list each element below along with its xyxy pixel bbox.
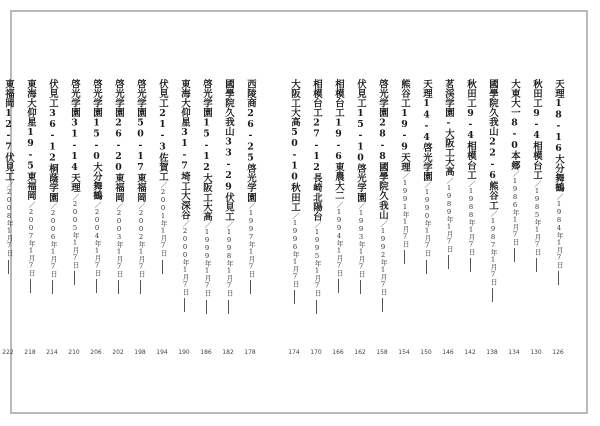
- match-date: ／2002年1月7日: [137, 202, 145, 278]
- leader-line: [470, 258, 471, 272]
- leader-line: [8, 260, 9, 274]
- match-title: 啓光学園15-12大阪工大高: [201, 79, 212, 222]
- toc-entry-2001: [157, 79, 168, 274]
- page-number: 190: [178, 349, 190, 356]
- match-date: ／1986年1月7日: [511, 170, 519, 246]
- page-number: 154: [398, 349, 410, 356]
- match-date: ／2008年1月7日: [5, 181, 13, 257]
- toc-entry-2005: [69, 79, 80, 285]
- page-number: 210: [68, 349, 80, 356]
- match-date: ／1996年1月7日: [291, 211, 299, 287]
- leader-line: [536, 258, 537, 272]
- leader-line: [338, 279, 339, 293]
- toc-entry-1988: [465, 79, 476, 272]
- page-number: 178: [244, 349, 256, 356]
- leader-line: [558, 271, 559, 285]
- toc-entry-1991: [399, 79, 410, 264]
- match-title: 國學院久我山22-6熊谷工: [487, 79, 498, 211]
- match-title: 熊谷工19-9天理: [399, 79, 410, 172]
- match-title: 伏見工15-10啓光学園: [355, 79, 366, 203]
- match-date: ／2007年1月7日: [27, 200, 35, 276]
- leader-line: [162, 260, 163, 274]
- leader-line: [206, 300, 207, 314]
- page-number: 158: [376, 349, 388, 356]
- page-number: 146: [442, 349, 454, 356]
- toc-entry-2004: [91, 79, 102, 293]
- match-date: ／1991年1月7日: [401, 171, 409, 247]
- leader-line: [382, 298, 383, 312]
- toc-entry-2003: [113, 79, 124, 294]
- page-number: 166: [332, 349, 344, 356]
- match-date: ／1998年1月7日: [225, 221, 233, 297]
- toc-entry-1993: [355, 79, 366, 294]
- match-date: ／2006年1月7日: [49, 202, 57, 278]
- toc-entry-1996: [289, 79, 300, 304]
- leader-line: [360, 280, 361, 294]
- match-title: 秋田工9-4相模台工: [465, 79, 476, 180]
- toc-entry-1990: [421, 79, 432, 274]
- toc-entry-1987: [487, 79, 498, 302]
- page-number: 150: [420, 349, 432, 356]
- page-number: 182: [222, 349, 234, 356]
- leader-line: [30, 279, 31, 293]
- leader-line: [52, 280, 53, 294]
- page-number: 206: [90, 349, 102, 356]
- match-date: ／1984年1月7日: [555, 192, 563, 268]
- match-title: 東海大仰星31-7埼工大深谷: [179, 79, 190, 220]
- toc-entry-2007: [25, 79, 36, 293]
- match-date: ／2001年1月7日: [159, 181, 167, 257]
- match-title: 秋田工9-4相模台工: [531, 79, 542, 180]
- match-title: 啓光学園15-0大分舞鶴: [91, 79, 102, 201]
- match-title: 西陵商26-25啓光学園: [245, 79, 256, 203]
- page-number: 134: [508, 349, 520, 356]
- page-number: 138: [486, 349, 498, 356]
- page-number: 194: [156, 349, 168, 356]
- leader-line: [404, 250, 405, 264]
- match-title: 相模台工19-6東農大二: [333, 79, 344, 201]
- match-date: ／2005年1月7日: [71, 192, 79, 268]
- toc-entry-1994: [333, 79, 344, 293]
- match-date: ／1992年1月7日: [379, 219, 387, 295]
- toc-entry-1992: [377, 79, 388, 312]
- page-number: 126: [552, 349, 564, 356]
- match-title: 相模台工27-12長崎北陽台: [311, 79, 322, 222]
- leader-line: [294, 290, 295, 304]
- match-date: ／1994年1月7日: [335, 200, 343, 276]
- match-title: 東海大仰星19-5東福岡: [25, 79, 36, 201]
- toc-entry-1998: [223, 79, 234, 314]
- match-title: 啓光学園31-14天理: [69, 79, 80, 193]
- leader-line: [316, 300, 317, 314]
- match-title: 天理14-4啓光学園: [421, 79, 432, 182]
- match-date: ／1999年1月7日: [203, 221, 211, 297]
- page-number: 162: [354, 349, 366, 356]
- page-number: 222: [2, 349, 14, 356]
- toc-entry-1989: [443, 79, 454, 269]
- page-number: 202: [112, 349, 124, 356]
- leader-line: [96, 279, 97, 293]
- toc-entry-2008: [3, 79, 14, 274]
- match-date: ／2000年1月7日: [181, 219, 189, 295]
- toc-entry-1986: [509, 79, 520, 262]
- match-date: ／1990年1月7日: [423, 181, 431, 257]
- match-date: ／1993年1月7日: [357, 202, 365, 278]
- match-title: 啓光学園26-20東福岡: [113, 79, 124, 203]
- leader-line: [184, 298, 185, 312]
- match-title: 大東大一8-0本郷: [509, 79, 520, 171]
- leader-line: [426, 260, 427, 274]
- match-title: 天理18-16大分舞鶴: [553, 79, 564, 193]
- toc-entry-1995: [311, 79, 322, 314]
- match-title: 伏見工36-12桐蔭学園: [47, 79, 58, 203]
- leader-line: [250, 280, 251, 294]
- page-number: 214: [46, 349, 58, 356]
- book-spread: [2, 10, 588, 414]
- leader-line: [514, 248, 515, 262]
- toc-entry-1984: [553, 79, 564, 285]
- match-date: ／1995年1月7日: [313, 221, 321, 297]
- page-number: 218: [24, 349, 36, 356]
- toc-entry-1997: [245, 79, 256, 294]
- match-title: 東福岡12-7伏見工: [3, 79, 14, 182]
- toc-entry-2000: [179, 79, 190, 312]
- leader-line: [118, 280, 119, 294]
- match-title: 啓光学園28-8國學院久我山: [377, 79, 388, 220]
- toc-entry-1999: [201, 79, 212, 314]
- leader-line: [448, 255, 449, 269]
- match-title: 茗渓学園-大阪工大高: [443, 79, 454, 177]
- page-number: 186: [200, 349, 212, 356]
- page-number: 170: [310, 349, 322, 356]
- leader-line: [228, 300, 229, 314]
- leader-line: [492, 288, 493, 302]
- leader-line: [74, 271, 75, 285]
- match-title: 啓光学園50-17東福岡: [135, 79, 146, 203]
- page-number: 198: [134, 349, 146, 356]
- match-title: 大阪工大高50-10秋田工: [289, 79, 300, 212]
- match-date: ／1997年1月7日: [247, 202, 255, 278]
- leader-line: [140, 280, 141, 294]
- match-date: ／1989年1月7日: [445, 176, 453, 252]
- toc-entry-2006: [47, 79, 58, 294]
- match-date: ／2003年1月7日: [115, 202, 123, 278]
- page-number: 174: [288, 349, 300, 356]
- match-date: ／1985年1月7日: [533, 179, 541, 255]
- toc-entry-2002: [135, 79, 146, 294]
- match-date: ／1988年1月7日: [467, 179, 475, 255]
- match-title: 國學院久我山33-29伏見工: [223, 79, 234, 222]
- match-date: ／1987年1月7日: [489, 210, 497, 286]
- match-date: ／2004年1月7日: [93, 200, 101, 276]
- page-number: 130: [530, 349, 542, 356]
- page-number: 142: [464, 349, 476, 356]
- toc-entry-1985: [531, 79, 542, 272]
- match-title: 伏見工21-3佐賀工: [157, 79, 168, 182]
